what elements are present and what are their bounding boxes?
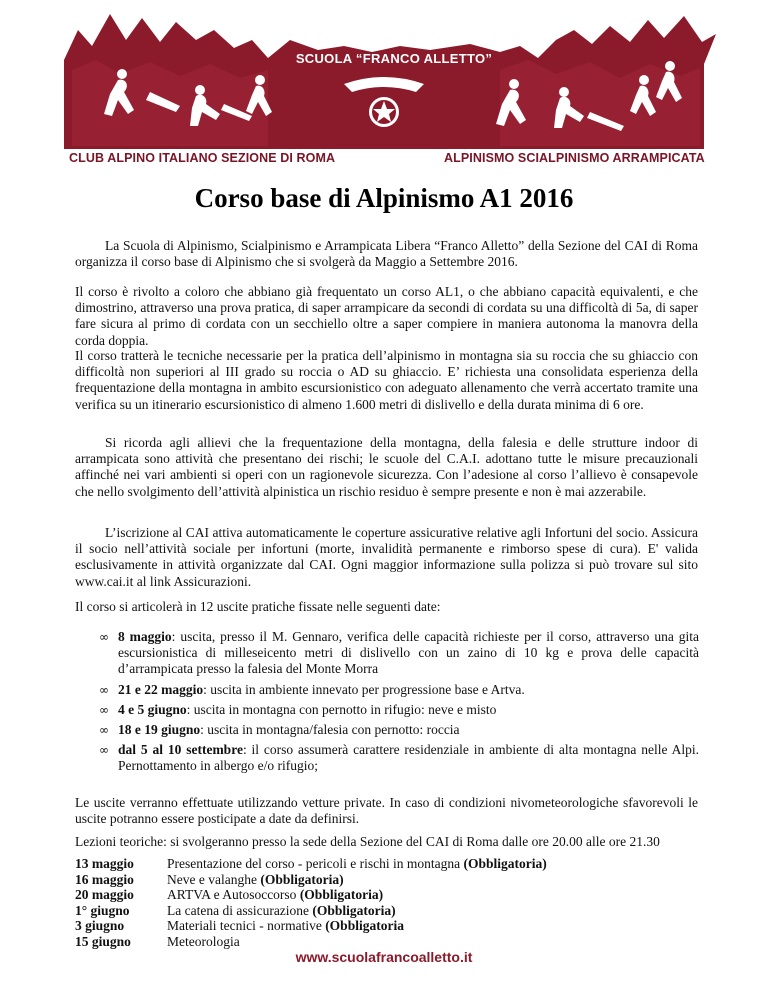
school-name: SCUOLA “FRANCO ALLETTO”	[295, 51, 493, 66]
outing-text: : uscita in montagna con pernotto in rifugio: neve e misto	[186, 701, 497, 717]
infinity-bullet-icon: ∞	[99, 630, 109, 644]
header-banner	[0, 0, 768, 168]
outing-text: : uscita, presso il M. Gennaro, verifica delle capacità richieste per il corso, attraverso una gita escursionistica di milleseicento metri di dislivello con un zaino di 10 kg e prova delle capacità d’arrampicata presso la falesia del Monte Morra	[118, 629, 699, 677]
mandatory-note: (Obbligatoria)	[299, 887, 384, 903]
mandatory-note: (Obbligatoria)	[312, 902, 396, 918]
risk-paragraph: Si ricorda agli allievi che la frequentazione della montagna, della falesia e delle strutture indoor di arrampicata sono attività che presentano dei rischi; le scuole del C.A.I. adottano tutte le misure precauzionali affinché nei vari ambienti si operi con un ragionevole sicurezza. Con l’adesione al corso l’allievo è consapevole che nello svolgimento dell’attività alpinistica un rischio residuo è sempre presente e non è mai azzerabile.	[75, 435, 698, 499]
lesson-date: 3 giugno	[75, 918, 125, 934]
infinity-bullet-icon: ∞	[99, 743, 109, 758]
topics-paragraph: Il corso tratterà le tecniche necessarie per la pratica dell’alpinismo in montagna sia su roccia che su ghiaccio con difficoltà non superiori al III grado su roccia o AD su ghiaccio. E’ richiesta una consolidata esperienza della frequentazione della montagna in ambito escursionistico con adeguato allenamento che verrà accertato tramite una verifica su un itinerario escursionistico di almeno 1.600 metri di dislivello e della durata minima di 6 ore.	[75, 348, 698, 412]
list-item	[99, 682, 699, 698]
requirements-paragraph: Il corso è rivolto a coloro che abbiano già frequentato un corso AL1, o che abbiano capacità equivalenti, e che dimostrino, attraverso una prova pratica, di saper arrampicare da secondi di cordata su una difficoltà di 5a, di saper fare sicura al primo di cordata con un secchiello oltre a saper compiere in maniera autonoma la manovra della corda doppia.	[75, 284, 698, 348]
schedule-intro: Il corso si articolerà in 12 uscite pratiche fissate nelle seguenti date:	[75, 599, 441, 614]
mountain-banner-graphic	[0, 0, 768, 168]
mandatory-note: (Obbligatoria)	[463, 856, 547, 871]
insurance-paragraph: L’iscrizione al CAI attiva automaticamente le coperture assicurative relative agli Infortuni del socio. Assicura il socio nell’attività sociale per infortuni (morte, invalidità permanente e rimborso spese di cura). E' valida esclusivamente in attività organizzate dal CAI. Ogni maggior informazione sulla polizza si può trovare sul sito www.cai.it al link Assicurazioni.	[75, 525, 698, 589]
outing-date: 18 e 19 giugno	[118, 722, 201, 738]
lesson-desc: Materiali tecnici - normative (Obbligatoria	[167, 918, 404, 934]
lessons-intro: Lezioni teoriche: si svolgeranno presso la sede della Sezione del CAI di Roma dalle ore 20.00 alle ore 21.30	[75, 834, 660, 849]
lesson-desc: Meteorologia	[167, 933, 240, 949]
website-link[interactable]: www.scuolafrancoalletto.it	[295, 949, 473, 965]
infinity-bullet-icon: ∞	[99, 702, 109, 717]
table-row	[75, 918, 695, 934]
table-row	[75, 872, 695, 888]
disciplines-caption: ALPINISMO SCIALPINISMO ARRAMPICATA	[444, 151, 705, 165]
outing-date: 21 e 22 maggio	[118, 681, 204, 697]
infinity-bullet-icon: ∞	[99, 723, 109, 738]
list-item	[99, 702, 699, 718]
infinity-bullet-icon: ∞	[99, 682, 109, 697]
list-item	[99, 722, 699, 738]
outing-date: 4 e 5 giugno	[118, 701, 187, 717]
lesson-date: 15 giugno	[75, 933, 131, 949]
lesson-date: 16 maggio	[75, 871, 134, 887]
table-row	[75, 903, 695, 919]
outing-date: dal 5 al 10 settembre	[118, 742, 243, 758]
outing-date: 8 maggio	[118, 629, 172, 644]
lesson-date: 20 maggio	[75, 887, 134, 903]
lessons-schedule	[75, 856, 695, 950]
table-row	[75, 856, 695, 872]
lesson-desc: Neve e valanghe (Obbligatoria)	[167, 871, 344, 887]
table-row	[75, 887, 695, 903]
outing-text: : il corso assumerà carattere residenziale in ambiente di alta montagna nelle Alpi. Pernottamento in albergo e/o rifugio;	[118, 742, 699, 774]
lesson-desc: ARTVA e Autosoccorso (Obbligatoria)	[167, 887, 384, 903]
table-row	[75, 934, 695, 950]
intro-paragraph: La Scuola di Alpinismo, Scialpinismo e Arrampicata Libera “Franco Alletto” della Sezione del CAI di Roma organizza il corso base di Alpinismo che si svolgerà da Maggio a Settembre 2016.	[75, 238, 698, 270]
lesson-date: 13 maggio	[75, 856, 134, 871]
outing-text: : uscita in ambiente innevato per progressione base e Artva.	[203, 681, 525, 697]
page-title: Corso base di Alpinismo A1 2016	[194, 183, 574, 213]
outing-text: : uscita in montagna/falesia con pernotto: roccia	[200, 722, 460, 738]
vehicles-paragraph: Le uscite verranno effettuate utilizzando vetture private. In caso di condizioni nivometeorologiche sfavorevoli le uscite potranno essere posticipate a date da definirsi.	[75, 795, 698, 827]
lesson-desc: Presentazione del corso - pericoli e rischi in montagna (Obbligatoria)	[167, 856, 547, 871]
lesson-desc: La catena di assicurazione (Obbligatoria)	[167, 902, 396, 918]
lesson-date: 1° giugno	[75, 902, 130, 918]
list-item	[99, 742, 699, 774]
list-item	[99, 629, 699, 678]
mandatory-note: (Obbligatoria	[325, 918, 404, 934]
mandatory-note: (Obbligatoria)	[260, 871, 344, 887]
club-caption: CLUB ALPINO ITALIANO SEZIONE DI ROMA	[69, 151, 336, 165]
outings-list	[99, 629, 699, 779]
